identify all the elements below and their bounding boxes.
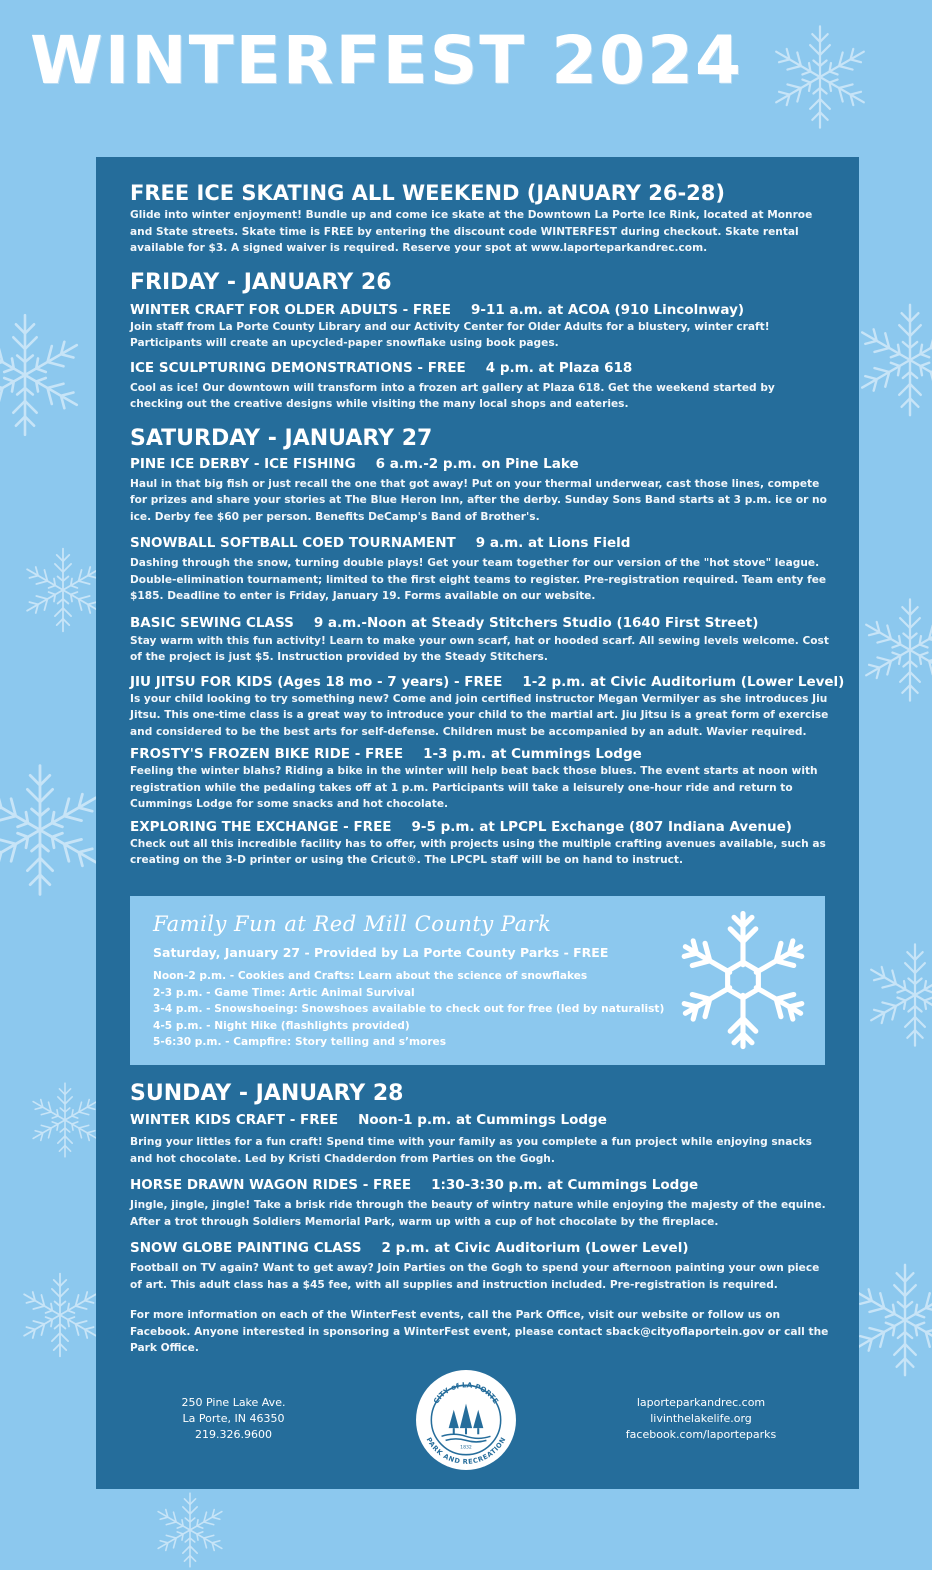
family-subtitle: Saturday, January 27 - Provided by La Porte County Parks - FREE xyxy=(153,945,609,960)
event-time: 9-5 p.m. at LPCPL Exchange (807 Indiana Avenue) xyxy=(411,818,792,835)
snowflake-icon xyxy=(15,1270,105,1360)
event-heading xyxy=(130,1176,830,1194)
event-body: Is your child looking to try something new? Come and join certified instructor Megan Vermilyer as she introduces Jiu Jitsu. This one-time class is a great way to introduce your child to the martial art. Jiu Jitsu is a great form of exercise and considered to be the best arts for self-defense. Children must be accompanied by an adult. Wavier required. xyxy=(130,692,829,738)
event-name: WINTER KIDS CRAFT - FREE xyxy=(130,1112,339,1128)
snowflake-icon xyxy=(765,22,875,132)
snowflake-icon xyxy=(150,1490,230,1570)
event-time: 4 p.m. at Plaza 618 xyxy=(485,359,633,376)
family-schedule xyxy=(153,968,664,1051)
event-body: Bring your littles for a fun craft! Spend time with your family as you complete a fun project while enjoying snacks and hot chocolate. Led by Kristi Chadderdon from Parties on the Gogh. xyxy=(130,1136,812,1165)
event-heading xyxy=(130,534,830,552)
website-link[interactable]: livinthelakelife.org xyxy=(650,1412,752,1425)
list-item: Noon-2 p.m. - Cookies and Crafts: Learn about the science of snowflakes xyxy=(153,970,588,982)
family-title: Family Fun at Red Mill County Park xyxy=(153,912,552,936)
event-body: Join staff from La Porte County Library and our Activity Center for Older Adults for a blustery, winter craft! Participants will create an upcycled-paper snowflake using book pages. xyxy=(130,320,770,349)
facebook-link[interactable]: facebook.com/laporteparks xyxy=(625,1428,777,1441)
park-logo xyxy=(415,1369,517,1475)
event-name: FROSTY'S FROZEN BIKE RIDE - FREE xyxy=(130,746,404,762)
event-body: Cool as ice! Our downtown will transform into a frozen art gallery at Plaza 618. Get the weekend started by checking out the creative designs while visiting the many local shops and eateries. xyxy=(130,381,775,410)
event-body: Haul in that big fish or just recall the one that got away! Put on your thermal underwear, cast those lines, compete for prizes and share your stories at The Blue Heron Inn, after the derby. Sunday Sons Band starts at 3 p.m. ice or no ice. Derby fee $60 per person. Benefits DeCamp's Band of Brother's. xyxy=(130,477,827,523)
list-item: 4-5 p.m. - Night Hike (flashlights provided) xyxy=(153,1019,410,1032)
list-item: 3-4 p.m. - Snowshoeing: Snowshoes available to check out for free (led by naturalist) xyxy=(153,1003,665,1015)
event-body: Jingle, jingle, jingle! Take a brisk ride through the beauty of wintry nature while enjoying the majesty of the equine. After a trot through Soldiers Memorial Park, warm up with a cup of hot chocolate by the fireplace. xyxy=(130,1199,826,1228)
snowflake-icon xyxy=(679,908,807,1056)
event-time: 9 a.m.-Noon at Steady Stitchers Studio (1640 First Street) xyxy=(313,614,759,631)
intro-heading: FREE ICE SKATING ALL WEEKEND (JANUARY 26-28) xyxy=(130,181,725,205)
event-time: 6 a.m.-2 p.m. on Pine Lake xyxy=(375,455,579,472)
event-heading xyxy=(130,301,830,319)
family-fun-box xyxy=(130,896,825,1065)
snowflake-icon xyxy=(0,310,90,440)
event-time: Noon-1 p.m. at Cummings Lodge xyxy=(358,1112,607,1128)
event-time: 1-3 p.m. at Cummings Lodge xyxy=(423,746,642,762)
event-name: JIU JITSU FOR KIDS (Ages 18 mo - 7 years) - FREE xyxy=(130,673,503,690)
event-heading xyxy=(130,818,830,836)
page-title: WINTERFEST 2024 xyxy=(30,22,743,99)
event-name: HORSE DRAWN WAGON RIDES - FREE xyxy=(130,1177,412,1193)
event-body: Check out all this incredible facility has to offer, with projects using the multiple crafting avenues available, such as creating on the 3-D printer or using the Cricut®. The LPCPL staff will be on hand to instruct. xyxy=(130,837,826,866)
event-name: BASIC SEWING CLASS xyxy=(130,614,294,631)
website-link[interactable]: laporteparkandrec.com xyxy=(636,1396,766,1409)
event-heading xyxy=(130,1111,830,1129)
event-time: 9 a.m. at Lions Field xyxy=(475,535,631,551)
list-item: 5-6:30 p.m. - Campfire: Story telling and s’mores xyxy=(153,1036,447,1048)
snowflake-icon xyxy=(850,300,932,420)
event-time: 1:30-3:30 p.m. at Cummings Lodge xyxy=(431,1177,699,1193)
event-name: PINE ICE DERBY - ICE FISHING xyxy=(130,455,356,472)
address-block xyxy=(146,1395,321,1443)
snowflake-icon xyxy=(0,760,110,900)
closing-note: For more information on each of the WinterFest events, call the Park Office, visit our website or follow us on Facebook. Anyone interested in sponsoring a WinterFest event, please contact sback@cityoflaportein.gov or call the Park Office. xyxy=(130,1309,829,1354)
snowflake-icon xyxy=(855,595,932,705)
list-item: 2-3 p.m. - Game Time: Artic Animal Survival xyxy=(153,986,415,999)
event-panel xyxy=(96,157,859,1489)
event-body: Dashing through the snow, turning double plays! Get your team together for our version of the "hot stove" league. Double-elimination tournament; limited to the first eight teams to register. Pre-registration required. Team enty fee $185. Deadline to enter is Friday, January 19. Forms available on our website. xyxy=(130,557,827,602)
snowflake-icon xyxy=(860,940,932,1050)
event-body: Football on TV again? Want to get away? Join Parties on the Gogh to spend your afternoon painting your own piece of art. This adult class has a $45 fee, with all supplies and instruction included. Pre-registration is required. xyxy=(130,1262,820,1291)
event-name: SNOWBALL SOFTBALL COED TOURNAMENT xyxy=(130,535,456,551)
event-name: WINTER CRAFT FOR OLDER ADULTS - FREE xyxy=(130,301,451,318)
logo-year: 1832 xyxy=(460,1445,472,1451)
logo-text-bottom: PARK AND RECREATION xyxy=(424,1436,508,1466)
snowflake-icon xyxy=(25,1080,105,1160)
links-block xyxy=(596,1395,806,1443)
event-body: Stay warm with this fun activity! Learn to make your own scarf, hat or hooded scarf. All sewing levels welcome. Cost of the project is just $5. Instruction provided by the Steady Stitchers. xyxy=(130,634,829,663)
event-heading xyxy=(130,614,830,632)
event-time: 9-11 a.m. at ACOA (910 Lincolnway) xyxy=(471,301,745,318)
event-heading xyxy=(130,359,830,377)
sunday-heading: SUNDAY - JANUARY 28 xyxy=(130,1081,404,1106)
address-line: 250 Pine Lake Ave. xyxy=(181,1396,286,1409)
footer xyxy=(96,1380,859,1487)
phone-number: 219.326.9600 xyxy=(195,1428,272,1441)
logo-text-top: CITY of LA PORTE xyxy=(431,1380,501,1406)
saturday-heading: SATURDAY - JANUARY 27 xyxy=(130,425,433,451)
event-heading xyxy=(130,455,830,473)
event-name: ICE SCULPTURING DEMONSTRATIONS - FREE xyxy=(130,359,466,376)
address-line: La Porte, IN 46350 xyxy=(182,1412,285,1425)
event-heading xyxy=(130,745,830,763)
event-time: 2 p.m. at Civic Auditorium (Lower Level) xyxy=(381,1240,689,1256)
event-heading xyxy=(130,1239,830,1257)
event-name: EXPLORING THE EXCHANGE - FREE xyxy=(130,818,392,835)
intro-body: Glide into winter enjoyment! Bundle up and come ice skate at the Downtown La Porte Ice Rink, located at Monroe and State streets. Skate time is FREE by entering the discount code WINTERFEST during checkout. Skate rental available for $3. A signed waiver is required. Reserve your spot at www.laporteparkandrec.com. xyxy=(130,209,813,254)
event-heading xyxy=(130,673,845,691)
friday-heading: FRIDAY - JANUARY 26 xyxy=(130,269,392,295)
event-name: SNOW GLOBE PAINTING CLASS xyxy=(130,1240,362,1256)
event-body: Feeling the winter blahs? Riding a bike in the winter will help beat back those blues. The event starts at noon with registration while the pedaling takes off at 1 p.m. Participants will take a leisurely one-hour ride and return to Cummings Lodge for some snacks and hot chocolate. xyxy=(130,765,818,810)
snowflake-icon xyxy=(18,545,108,635)
event-time: 1-2 p.m. at Civic Auditorium (Lower Level) xyxy=(522,673,845,690)
